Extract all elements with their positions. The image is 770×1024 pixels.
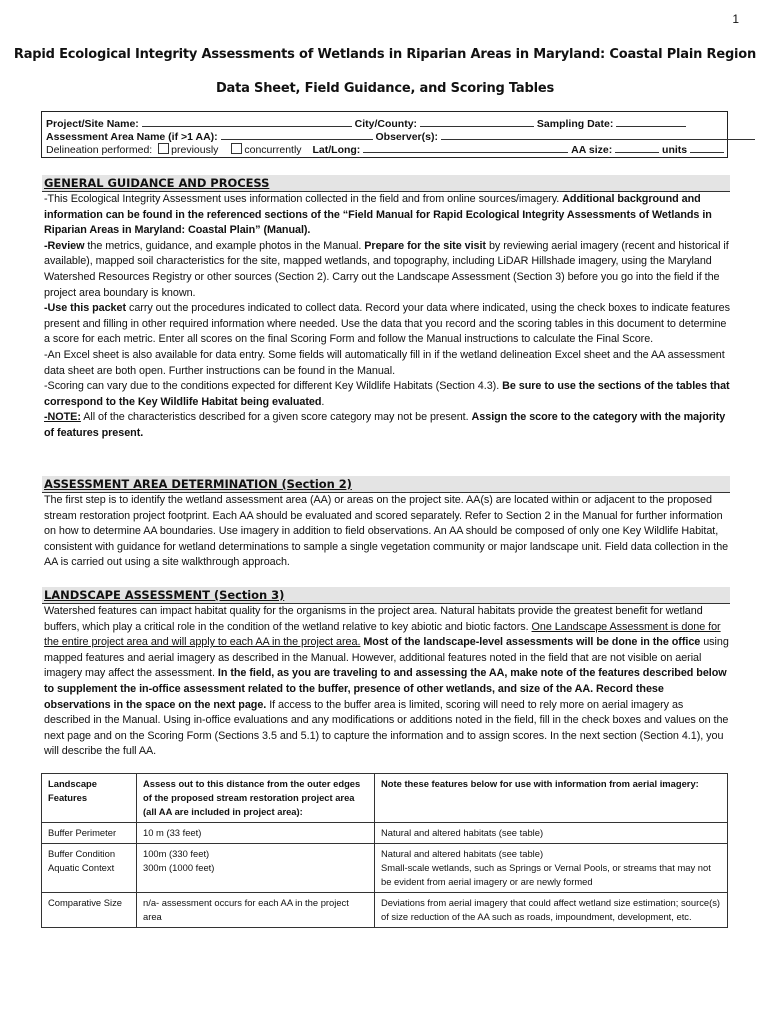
table-cell: Comparative Size — [42, 893, 137, 928]
landscape-assessment-body: Watershed features can impact habitat quality for the organisms in the project area. Natural habitats provide the greatest benefit for wetland buffers, which play a critical role in the condition of the wetland relative to key abiotic and biotic factors. One Landscape Assessment is done for the entire project area and will apply to each AA in the project area. Most of the landscape-level assessments will be done in the office using mapped features and aerial imagery as described in the Manual. However, additional features noted in the field that are not visible on aerial imagery may affect the assessment. In the field, as you are traveling to and assessing the AA, make note of the features described below to supplement the in-office assessment related to the buffer, presence of other wetlands, and size of the AA. Record these observations in the space on the next page. If access to the buffer area is limited, scoring will need to rely more on aerial imagery as described in the Manual. Using in-office evaluations and any modifications or additions noted in the field, fill in the check boxes and values on the next page and on the Scoring Form (Sections 3.5 and 5.1) to capture the information and to assign scores. In the next section (Section 4.1), you will describe the full AA. — [44, 605, 729, 758]
project-site-field[interactable] — [142, 116, 352, 127]
table-header-cell: Landscape Features — [42, 774, 137, 823]
observers-label: Observer(s): — [375, 131, 438, 143]
aa-determination-heading: ASSESSMENT AREA DETERMINATION (Section 2) — [42, 476, 730, 493]
table-cell: Buffer Perimeter — [42, 823, 137, 844]
delineation-label: Delineation performed: — [46, 144, 153, 156]
general-paragraph-3: -Use this packet carry out the procedures indicated to collect data. Record your data where indicated, using the check boxes to indicate features present and filling in other required information where needed. Use the data that you record and the scoring tables in this document to determine a score for each metric. Enter all scores on the final Scoring Form and follow the Manual instructions to calculate the Final Score. — [44, 302, 730, 346]
table-cell: Natural and altered habitats (see table) — [375, 823, 728, 844]
observers-field[interactable] — [441, 129, 755, 140]
document-subtitle: Data Sheet, Field Guidance, and Scoring Tables — [215, 81, 555, 96]
info-line-1 — [46, 116, 686, 130]
table-header-cell: Assess out to this distance from the outer edges of the proposed stream restoration project area (all AA are included in project area): — [137, 774, 375, 823]
landscape-features-table — [41, 773, 728, 928]
latlong-field[interactable] — [363, 142, 568, 153]
general-guidance-section — [44, 175, 730, 442]
aa-determination-body: The first step is to identify the wetland assessment area (AA) or areas on the project site. AA(s) are located within or adjacent to the proposed stream restoration project footprint. Each AA should be evaluated and scored separately. Refer to Section 2 in the Manual for further information on how to determine AA boundaries. Use imagery in addition to field observations. An AA should be composed of only one Key Wildlife Habitat, consistent with guidance for wetland determinations to sample a single vegetation community or major landscape unit. Field data collection in the AA is carried out using a site walkthrough approach. — [44, 494, 729, 569]
page-number: 1 — [732, 12, 739, 26]
info-line-2 — [46, 129, 755, 143]
latlong-label: Lat/Long: — [312, 144, 361, 156]
general-paragraph-6: -NOTE: All of the characteristics described for a given score category may not be present. Assign the score to the category with the majority of features present. — [44, 411, 726, 439]
aa-size-field[interactable] — [615, 142, 659, 153]
table-cell: Buffer Condition Aquatic Context — [42, 844, 137, 893]
landscape-assessment-heading: LANDSCAPE ASSESSMENT (Section 3) — [42, 587, 730, 604]
project-site-label: Project/Site Name: — [46, 118, 139, 130]
landscape-assessment-section — [44, 587, 730, 760]
general-guidance-heading: GENERAL GUIDANCE AND PROCESS — [42, 175, 730, 192]
table-cell: Natural and altered habitats (see table) Small-scale wetlands, such as Springs or Vernal Pools, or streams that may not be evident from aerial imagery or are newly formed — [375, 844, 728, 893]
aa-name-field[interactable] — [221, 129, 373, 140]
sampling-date-label: Sampling Date: — [536, 118, 614, 130]
aa-size-label: AA size: — [571, 144, 613, 156]
document-title: Rapid Ecological Integrity Assessments of Wetlands in Riparian Areas in Maryland: Coastal Plain Region — [13, 47, 757, 62]
info-line-3 — [46, 142, 724, 156]
table-header-cell: Note these features below for use with information from aerial imagery: — [375, 774, 728, 823]
table-cell: 100m (330 feet) 300m (1000 feet) — [137, 844, 375, 893]
aa-name-label: Assessment Area Name (if >1 AA): — [46, 131, 218, 143]
sampling-date-field[interactable] — [616, 116, 686, 127]
units-field[interactable] — [690, 142, 724, 153]
table-row — [42, 893, 728, 928]
table-cell: n/a- assessment occurs for each AA in the project area — [137, 893, 375, 928]
general-paragraph-5: -Scoring can vary due to the conditions expected for different Key Wildlife Habitats (Section 4.3). Be sure to use the sections of the tables that correspond to the Key Wildlife Habitat being evaluated. — [44, 380, 730, 408]
previously-checkbox[interactable] — [158, 143, 169, 154]
general-paragraph-1: -This Ecological Integrity Assessment uses information collected in the field and from online sources/imagery. Additional background and information can be found in the referenced sections of the “Field Manual for Rapid Ecological Integrity Assessments of Wetlands in Riparian Areas in Maryland: Coastal Plain” (Manual). — [44, 193, 712, 237]
city-county-label: City/County: — [354, 118, 418, 130]
general-paragraph-4: -An Excel sheet is also available for data entry. Some fields will automatically fill in if the wetland delineation Excel sheet and the AA assessment data sheet are both open. Further instructions can be found in the Manual. — [44, 348, 725, 377]
table-row — [42, 823, 728, 844]
previously-label: previously — [171, 144, 219, 156]
aa-determination-section — [44, 476, 730, 571]
units-label: units — [662, 144, 688, 156]
table-cell: 10 m (33 feet) — [137, 823, 375, 844]
concurrently-checkbox[interactable] — [231, 143, 242, 154]
site-info-box — [41, 111, 728, 158]
city-county-field[interactable] — [420, 116, 534, 127]
table-row — [42, 844, 728, 893]
table-header-row — [42, 774, 728, 823]
table-cell: Deviations from aerial imagery that could affect wetland size estimation; source(s) of size reduction of the AA such as roads, impoundment, development, etc. — [375, 893, 728, 928]
general-paragraph-2: -Review the metrics, guidance, and example photos in the Manual. Prepare for the site visit by reviewing aerial imagery (recent and historical if available), mapped soil characteristics for the site, mapped wetlands, and topography, including LiDAR Hillshade imagery, using the Maryland Watershed Resources Registry or other sources (Section 2). Carry out the Landscape Assessment (Section 3) before you go into the field if the project area boundary is known. — [44, 239, 729, 299]
concurrently-label: concurrently — [244, 144, 302, 156]
